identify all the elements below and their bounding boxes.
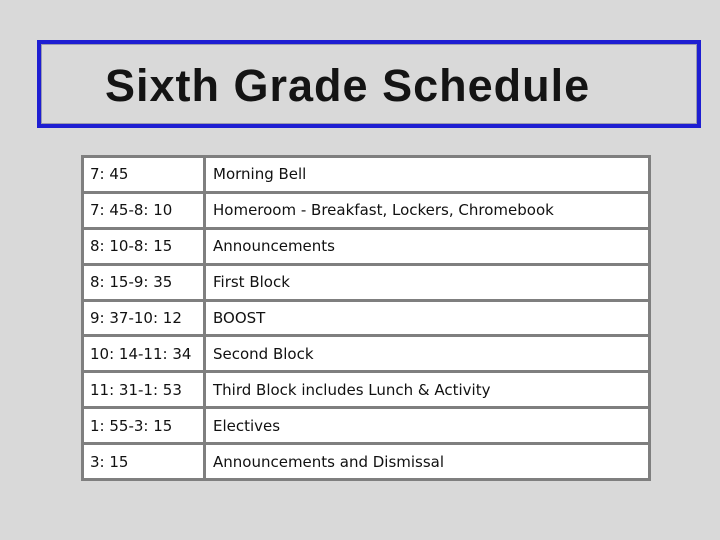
event-cell: Announcements (205, 228, 650, 264)
table-row (83, 408, 650, 444)
title-box (37, 40, 701, 128)
table-row (83, 372, 650, 408)
table-row (83, 264, 650, 300)
time-cell: 7: 45-8: 10 (83, 192, 205, 228)
event-cell: BOOST (205, 300, 650, 336)
time-cell: 8: 10-8: 15 (83, 228, 205, 264)
time-cell: 10: 14-11: 34 (83, 336, 205, 372)
time-cell: 3: 15 (83, 444, 205, 480)
table-row (83, 228, 650, 264)
event-cell: Morning Bell (205, 157, 650, 193)
event-cell: Electives (205, 408, 650, 444)
event-cell: Announcements and Dismissal (205, 444, 650, 480)
table-row (83, 336, 650, 372)
time-cell: 8: 15-9: 35 (83, 264, 205, 300)
event-cell: Homeroom - Breakfast, Lockers, Chromebook (205, 192, 650, 228)
schedule-table (81, 155, 651, 481)
time-cell: 7: 45 (83, 157, 205, 193)
slide-title: Sixth Grade Schedule (105, 60, 591, 111)
time-cell: 9: 37-10: 12 (83, 300, 205, 336)
table-row (83, 157, 650, 193)
time-cell: 11: 31-1: 53 (83, 372, 205, 408)
table-row (83, 300, 650, 336)
table-row (83, 192, 650, 228)
event-cell: First Block (205, 264, 650, 300)
event-cell: Third Block includes Lunch & Activity (205, 372, 650, 408)
time-cell: 1: 55-3: 15 (83, 408, 205, 444)
table-row (83, 444, 650, 480)
event-cell: Second Block (205, 336, 650, 372)
